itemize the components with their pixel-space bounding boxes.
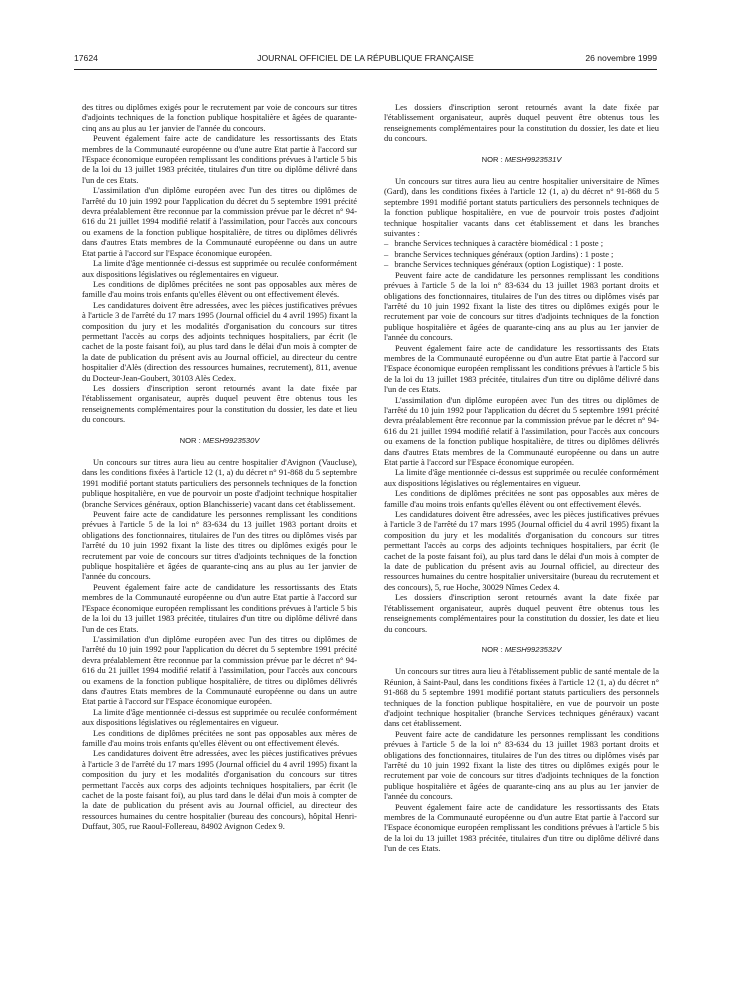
list-item: – branche Services techniques à caractère biomédical : 1 poste ; — [384, 238, 604, 249]
journal-title: JOURNAL OFFICIEL DE LA RÉPUBLIQUE FRANÇAISE — [257, 53, 474, 63]
nor-code: MESH9923530V — [202, 435, 260, 445]
right-column — [384, 102, 659, 854]
nor-reference — [384, 645, 659, 655]
paragraph: La limite d'âge mentionnée ci-dessus est supprimée ou reculée conformément aux dispositions législatives ou réglementaires en vigueur. — [82, 258, 357, 279]
list-item: – branche Services techniques généraux (option Jardins) : 1 poste ; — [384, 248, 614, 259]
paragraph: Peuvent faire acte de candidature les personnes remplissant les conditions prévues à l'article 5 de la loi n° 83-634 du 13 juillet 1983 portant droits et obligations des fonctionnaires, titulaires de l'un des titres ou diplômes visés par l'arrêté du 10 juin 1992 fixant la liste des titres ou diplômes exigés pour le recrutement par voie de concours sur titres d'adjoints techniques de la fonction publique hospitalière et âgées de quarante-cinq ans au plus au 1er janvier de l'année du concours. — [384, 728, 659, 802]
paragraph: Peuvent également faire acte de candidature les ressortissants des Etats membres de la Communauté européenne ou d'un autre Etat partie à l'accord sur l'Espace économique européen remplissant les conditions prévues à l'article 5 bis de la loi du 13 juillet 1983 précitée, titulaires d'un titre ou diplôme délivré dans l'un de ces Etats. — [384, 801, 659, 854]
paragraph: Les dossiers d'inscription seront retournés avant la date fixée par l'établissement organisateur, auprès duquel peuvent être obtenus tous les renseignements complémentaires pour la constitution du dossier, les date et lieu du concours. — [82, 382, 357, 425]
paragraph: L'assimilation d'un diplôme européen avec l'un des titres ou diplômes de l'arrêté du 10 juin 1992 pour l'application du décret du 5 septembre 1991 précité devra préalablement être reconnue par la commission prévue par le décret n° 94-616 du 21 juillet 1994 modifié relatif à l'assimilation, pour l'accès aux concours ou examens de la fonction publique hospitalière, de titres ou diplômes délivrés dans d'autres Etats membres de la Communauté européenne ou dans un autre Etat partie à l'accord sur l'Espace économique européen. — [82, 185, 357, 258]
page-number: 17624 — [74, 53, 98, 63]
paragraph: des titres ou diplômes exigés pour le recrutement par voie de concours sur titres d'adjoints techniques de la fonction publique hospitalière et âgées de quarante-cinq ans au plus au 1er janvier de l'année du concours. — [82, 102, 357, 133]
paragraph: L'assimilation d'un diplôme européen avec l'un des titres ou diplômes de l'arrêté du 10 juin 1992 pour l'application du décret du 5 septembre 1991 précité devra préalablement être reconnue par la commission prévue par le décret n° 94-616 du 21 juillet 1994 modifié relatif à l'assimilation, pour l'accès aux concours ou examens de la fonction publique hospitalière, de titres ou diplômes délivrés dans d'autres Etats membres de la Communauté européenne ou dans un autre Etat partie à l'accord sur l'Espace économique européen. — [82, 633, 357, 707]
paragraph: Peuvent également faire acte de candidature les ressortissants des Etats membres de la Communauté européenne ou d'un autre Etat partie à l'accord sur l'Espace économique européen remplissant les conditions prévues à l'article 5 bis de la loi du 13 juillet 1983 précitée, titulaires d'un titre ou diplôme délivré dans l'un de ces Etats. — [82, 581, 357, 634]
paragraph: Peuvent faire acte de candidature les personnes remplissant les conditions prévues à l'article 5 de la loi n° 83-634 du 13 juillet 1983 portant droits et obligations des fonctionnaires, titulaires de l'un des titres ou diplômes visés par l'arrêté du 10 juin 1992 fixant la liste des titres ou diplômes exigés pour le recrutement par voie de concours sur titres d'adjoints techniques de la fonction publique hospitalière et âgées de quarante-cinq ans au plus au 1er janvier de l'année du concours. — [384, 269, 659, 343]
paragraph: Les conditions de diplômes précitées ne sont pas opposables aux mères de famille d'au moins trois enfants qu'elles élèvent ou ont effectivement élevés. — [82, 278, 357, 300]
list-item: – branche Services techniques généraux (option Logistique) : 1 poste. — [384, 259, 624, 270]
paragraph: Les dossiers d'inscription seront retournés avant la date fixée par l'établissement organisateur, auprès duquel peuvent être obtenus tous les renseignements complémentaires pour la constitution du dossier, les date et lieu du concours. — [384, 592, 659, 634]
list-item-text: branche Services techniques généraux (option Logistique) : 1 poste. — [394, 259, 624, 270]
paragraph: Un concours sur titres aura lieu au centre hospitalier universitaire de Nîmes (Gard), dans les conditions fixées à l'article 12 (1, a) du décret n° 91-868 du 5 septembre 1991 modifié portant statuts particuliers des personnels techniques de la fonction publique hospitalière, en vue de pourvoir trois postes d'adjoint technique hospitalier vacants dans cet établissement et dans les branches suivantes : — [384, 176, 659, 239]
paragraph: Les dossiers d'inscription seront retournés avant la date fixée par l'établissement organisateur, auprès duquel peuvent être obtenus tous les renseignements complémentaires pour la constitution du dossier, les date et lieu du concours. — [384, 102, 659, 144]
nor-reference — [82, 436, 357, 446]
paragraph: L'assimilation d'un diplôme européen avec l'un des titres ou diplômes de l'arrêté du 10 juin 1992 pour l'application du décret du 5 septembre 1991 précité devra préalablement être reconnue par la commission prévue par le décret n° 94-616 du 21 juillet 1994 modifié relatif à l'assimilation, pour l'accès aux concours ou examens de la fonction publique hospitalière, de titres ou diplômes délivrés dans d'autres Etats membres de la Communauté européenne ou dans un autre Etat partie à l'accord sur l'Espace économique européen. — [384, 394, 659, 467]
paragraph: Les conditions de diplômes précitées ne sont pas opposables aux mères de famille d'au moins trois enfants qu'elles élèvent ou ont effectivement élevés. — [384, 488, 659, 509]
paragraph: La limite d'âge mentionnée ci-dessus est supprimée ou reculée conformément aux dispositions législatives ou réglementaires en vigueur. — [384, 467, 659, 488]
paragraph: Les conditions de diplômes précitées ne sont pas opposables aux mères de famille d'au moins trois enfants qu'elles élèvent ou ont effectivement élevés. — [82, 727, 357, 748]
header-rule — [74, 69, 657, 70]
paragraph: Un concours sur titres aura lieu au centre hospitalier d'Avignon (Vaucluse), dans les conditions fixées à l'article 12 (1, a) du décret n° 91-868 du 5 septembre 1991 modifié portant statuts particuliers des personnels techniques de la fonction publique hospitalière, en vue de pourvoir un poste d'adjoint technique hospitalier (branche Services généraux, option Blanchisserie) vacant dans cet établissement. — [82, 457, 357, 509]
paragraph: Peuvent également faire acte de candidature les ressortissants des Etats membres de la Communauté européenne ou d'un autre Etat partie à l'accord sur l'Espace économique européen remplissant les conditions prévues à l'article 5 bis de la loi du 13 juillet 1983 précitée, titulaires d'un titre ou diplôme délivré dans l'un de ces Etats. — [384, 342, 659, 395]
paragraph: Un concours sur titres aura lieu à l'établissement public de santé mentale de la Réunion, à Saint-Paul, dans les conditions fixées à l'article 12 (1, a) du décret n° 91-868 du 5 septembre 1991 modifié portant statuts particuliers des personnels techniques de la fonction publique hospitalière, en vue de pourvoir un poste d'adjoint technique hospitalier (branche Services techniques généraux) vacant dans cet établissement. — [384, 666, 659, 729]
left-column — [82, 102, 357, 832]
list-item-text: branche Services techniques à caractère biomédical : 1 poste ; — [394, 238, 604, 249]
list-item-text: branche Services techniques généraux (option Jardins) : 1 poste ; — [394, 248, 614, 259]
page-header — [74, 53, 657, 69]
nor-prefix: NOR : — [481, 644, 503, 654]
nor-reference — [384, 155, 659, 165]
paragraph: Les candidatures doivent être adressées, avec les pièces justificatives prévues à l'article 3 de l'arrêté du 17 mars 1995 (Journal officiel du 4 avril 1995) fixant la composition du jury et les modalités d'organisation du concours sur titres permettant l'accès aux corps des adjoints techniques hospitaliers, par écrit (le cachet de la poste faisant foi), au plus tard dans le délai d'un mois à compter de la date de publication du présent avis au Journal officiel, au directeur des ressources humaines du centre hospitalier (bureau des concours), hôpital Henri-Duffaut, 305, rue Raoul-Follereau, 84902 Avignon Cedex 9. — [82, 748, 357, 832]
publication-date: 26 novembre 1999 — [585, 53, 657, 63]
paragraph: Peuvent également faire acte de candidature les ressortissants des Etats membres de la Communauté européenne ou d'une autre Etat partie à l'accord sur l'Espace économique européen remplissant les conditions prévues à l'article 5 bis de la loi du 13 juillet 1983 précitée, titulaires d'un titre ou diplôme délivré dans l'un de ces Etats. — [82, 133, 357, 185]
nor-code: MESH9923532V — [504, 644, 562, 654]
nor-prefix: NOR : — [179, 435, 201, 445]
nor-code: MESH9923531V — [504, 154, 562, 164]
paragraph: Peuvent faire acte de candidature les personnes remplissant les conditions prévues à l'article 5 de la loi n° 83-634 du 13 juillet 1983 portant droits et obligations des fonctionnaires, titulaires de l'un des titres ou diplômes visés par l'arrêté du 10 juin 1992 fixant la liste des titres ou diplômes exigés pour le recrutement par voie de concours sur titres d'adjoints techniques de la fonction publique hospitalière et âgées de quarante-cinq ans au plus au 1er janvier de l'année du concours. — [82, 509, 357, 582]
nor-prefix: NOR : — [481, 154, 503, 164]
paragraph: Les candidatures doivent être adressées, avec les pièces justificatives prévues à l'article 3 de l'arrêté du 17 mars 1995 (Journal officiel du 4 avril 1995) fixant la composition du jury et les modalités d'organisation du concours sur titres permettant l'accès au corps des adjoints techniques hospitaliers, par écrit (le cachet de la poste faisant foi), au plus tard dans le délai d'un mois à compter de la date de publication du présent avis au Journal officiel, au directeur des ressources humaines du centre hospitalier universitaire (bureau du recrutement et des concours), 5, rue Hoche, 30029 Nîmes Cedex 4. — [384, 509, 659, 592]
paragraph: La limite d'âge mentionnée ci-dessus est supprimée ou reculée conformément aux dispositions législatives ou réglementaires en vigueur. — [82, 706, 357, 728]
paragraph: Les candidatures doivent être adressées, avec les pièces justificatives prévues à l'article 3 de l'arrêté du 17 mars 1995 (Journal officiel du 4 avril 1995) fixant la composition du jury et les modalités d'organisation du concours sur titres permettant l'accès au corps des adjoints techniques hospitaliers, par écrit (le cachet de la poste faisant foi), au plus tard dans le délai d'un mois à compter de la date de publication du présent avis au Journal officiel, au directeur du centre hospitalier d'Alès (direction des ressources humaines, recrutement), 811, avenue du Docteur-Jean-Goubert, 30103 Alès Cedex. — [82, 299, 357, 383]
